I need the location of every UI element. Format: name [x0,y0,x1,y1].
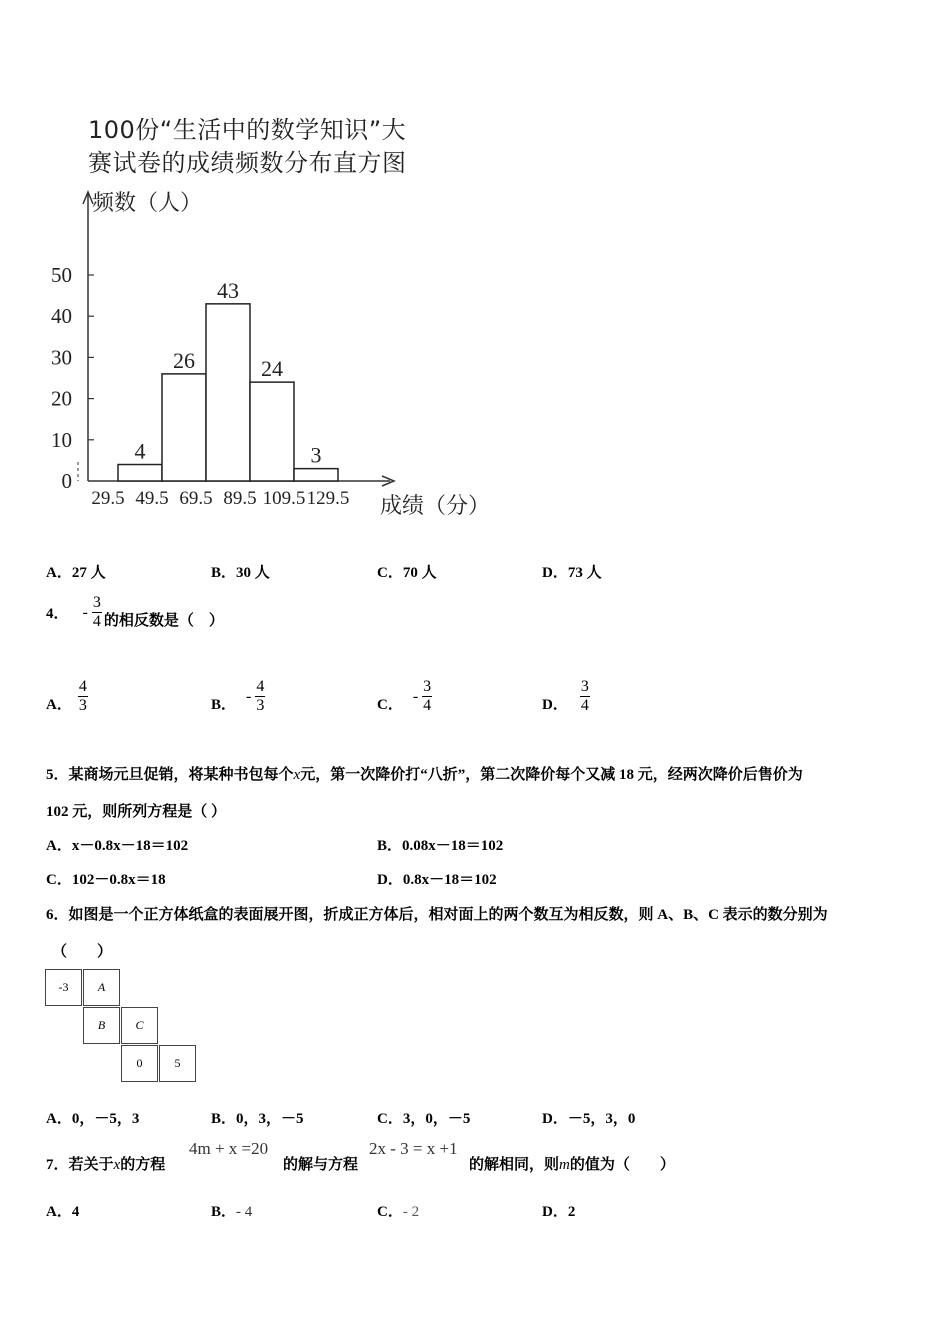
cube-face-c: C [121,1007,158,1044]
q5-option-c[interactable]: C．102－0.8x＝18 [46,872,166,888]
q4-stem: 4． - $\frac{3}{4}$ 的相反数是（ ） [46,594,224,630]
q6-option-d[interactable]: D．－5，3，0 [542,1111,636,1127]
q6-option-c[interactable]: C．3，0，－5 [377,1111,471,1127]
histogram-bar [162,374,206,481]
q7-option-a[interactable]: A．4 [46,1204,80,1220]
bar-value-label: 26 [173,347,195,373]
q4-fraction: $\frac{3}{4}$ [92,594,101,630]
q5-stem-line1: 5．某商场元旦促销，将某种书包每个x元，第一次降价打“八折”，第二次降价每个又减 18 元，经两次降价后售价为 [46,767,803,783]
bar-value-label: 24 [261,356,283,382]
histogram-bar [118,465,162,481]
x-tick-label: 109.5 [262,488,306,509]
q5-option-b[interactable]: B．0.08x－18＝102 [377,838,504,854]
cube-face-b: B [83,1007,120,1044]
q4-text: 的相反数是（ ） [103,613,224,629]
bar-value-label: 4 [134,438,146,464]
q5-option-a[interactable]: A．x－0.8x－18＝102 [46,838,189,854]
histogram-chart [30,180,530,530]
histogram-bar [250,382,294,481]
cube-face-neg3: -3 [45,969,82,1006]
y-tick-label: 10 [51,427,72,452]
q7-option-c[interactable]: C．- 2 [377,1204,420,1220]
cube-face-a: A [83,969,120,1006]
bar-value-label: 3 [310,442,322,468]
y-tick-label: 20 [51,386,72,411]
q3-option-c[interactable]: C．70 人 [377,565,437,581]
histogram-bar [294,469,338,481]
q7-option-b[interactable]: B．- 4 [211,1204,253,1220]
q7-stem-part1: 7．若关于x的方程 [46,1157,166,1173]
q4-number: 4． [46,606,69,622]
q3-option-b[interactable]: B．30 人 [211,565,270,581]
q7-eq2-text: 2x - 3 = x +1 [369,1139,458,1158]
x-tick-label: 49.5 [135,488,169,509]
chart-title-line1: 100份“生活中的数学知识”大 [88,116,407,144]
histogram-bar [206,304,250,481]
q7-eq1-text: 4m + x =20 [189,1139,269,1158]
q3-option-d[interactable]: D．73 人 [542,565,602,581]
y-tick-label: 50 [51,263,72,287]
cube-face-0: 0 [121,1045,158,1082]
q7-equation-2 [369,1139,458,1159]
chart-title-line2: 赛试卷的成绩频数分布直方图 [88,149,407,177]
x-axis-label: 成绩（分） [380,494,491,519]
q5-stem-line2: 102 元，则所列方程是（ ） [46,804,227,820]
q5-option-d[interactable]: D．0.8x－18＝102 [377,872,497,888]
q7-option-d[interactable]: D．2 [542,1204,576,1220]
q3-option-a[interactable]: A．27 人 [46,565,106,581]
q7-equation-1 [189,1139,268,1159]
q6-stem-line2: （ ） [52,944,113,960]
q4-option-c[interactable]: C． - $\frac{3}{4}$ [377,678,432,714]
bar-value-label: 43 [217,277,239,303]
x-tick-label: 29.5 [91,488,125,509]
y-tick-label: 40 [51,304,72,329]
q6-option-a[interactable]: A．0，－5，3 [46,1111,140,1127]
x-tick-label: 89.5 [223,488,257,509]
q6-option-b[interactable]: B．0，3，－5 [211,1111,304,1127]
y-tick-label: 30 [51,345,72,370]
y-tick-label: 0 [61,469,72,493]
q7-stem-part2: 的解与方程 [283,1157,359,1173]
x-tick-label: 129.5 [306,488,350,509]
q4-option-b[interactable]: B． - $\frac{4}{3}$ [211,678,265,714]
q4-option-d[interactable]: D． $\frac{3}{4}$ [542,678,589,714]
x-tick-label: 69.5 [179,488,213,509]
q7-stem-part3: 的解相同，则m的值为（ ） [469,1157,675,1173]
q4-option-a[interactable]: A． $\frac{4}{3}$ [46,678,87,714]
cube-face-5: 5 [159,1045,196,1082]
y-axis-label: 频数（人） [92,191,203,216]
q6-stem-line1: 6．如图是一个正方体纸盒的表面展开图，折成正方体后，相对面上的两个数互为相反数，则 A、B、C 表示的数分别为 [46,907,828,923]
